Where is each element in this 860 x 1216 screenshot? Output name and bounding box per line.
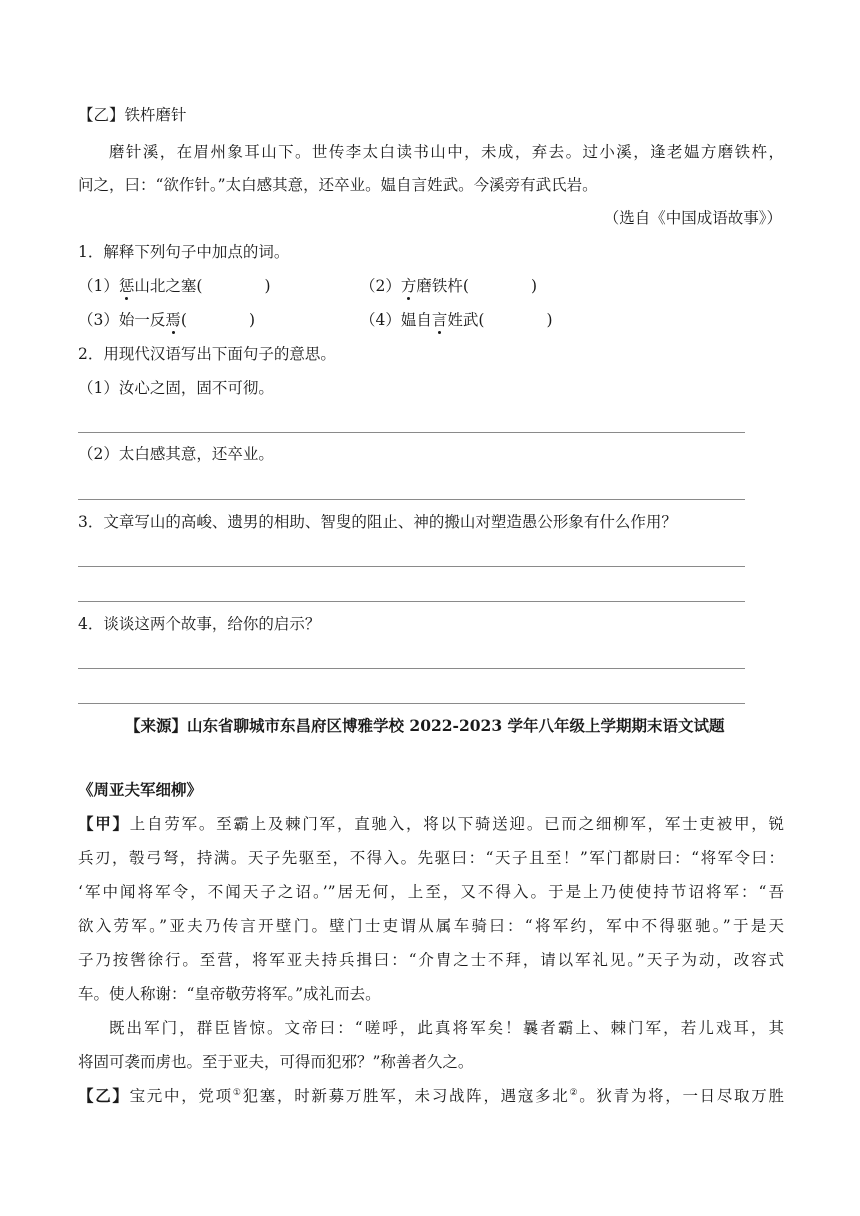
passage-line: 子乃按辔徐行。至营，将军亚夫持兵揖曰：“介胄之士不拜，请以军礼见。”天子为动，改容式: [78, 951, 784, 969]
source-line: [125, 714, 725, 736]
question-3: 3．文章写山的高峻、遗男的相助、智叟的阻止、神的搬山对塑造愚公形象有什么作用？: [78, 513, 677, 531]
passage-line: ‘军中闻将军令，不闻天子之诏。’”居无何，上至，又不得入。于是上乃使使持节诏将军：“吾: [78, 883, 784, 901]
passage-line: 兵刃，彀弓弩，持满。天子先驱至，不得入。先驱曰：“天子且至！”军门都尉曰：“将军令曰：: [78, 849, 784, 867]
yi-paragraph-line: 磨针溪，在眉州象耳山下。世传李太白读书山中，未成，弃去。过小溪，逢老媪方磨铁杵，: [109, 143, 784, 161]
question-2-sub-1: （1）汝心之固，固不可彻。: [78, 379, 274, 397]
passage-line: 将固可袭而虏也。至于亚夫，可得而犯邪？”称善者久之。: [78, 1053, 474, 1071]
answer-line[interactable]: [78, 499, 745, 500]
passage-line-yi: 【乙】宝元中，党项①犯塞，时新募万胜军，未习战阵，遇寇多北②。狄青为将，一日尽取万胜: [78, 1086, 784, 1105]
question-1-item-1: （1）惩山北之塞( ): [78, 274, 271, 296]
passage-line: 欲入劳军。”亚夫乃传言开壁门。壁门士吏谓从属车骑曰：“将军约，军中不得驱驰。”于是天: [78, 917, 784, 935]
source-text: 山东省聊城市东昌府区博雅学校 2022-2023 学年八年级上学期期末语文试题: [187, 716, 725, 735]
section-tag-yi: 【乙】: [78, 1086, 130, 1105]
passage-line: 车。使人称谢：“皇帝敬劳将军。”成礼而去。: [78, 985, 381, 1003]
answer-line[interactable]: [78, 703, 745, 704]
question-1-item-4: （4）媪自言姓武( ): [360, 308, 553, 330]
answer-line[interactable]: [78, 566, 745, 567]
question-1-item-3: （3）始一反焉( ): [78, 308, 255, 330]
question-2-prompt: 2．用现代汉语写出下面句子的意思。: [78, 345, 336, 363]
answer-line[interactable]: [78, 668, 745, 669]
question-2-sub-2: （2）太白感其意，还卒业。: [78, 445, 274, 463]
yi-source: （选自《中国成语故事》）: [603, 209, 782, 227]
question-1-item-2: （2）方磨铁杵( ): [360, 274, 537, 296]
section-tag-jia: 【甲】: [78, 814, 130, 833]
answer-line[interactable]: [78, 432, 745, 433]
source-tag: 【来源】: [125, 716, 188, 735]
question-1-prompt: 1．解释下列句子中加点的词。: [78, 243, 290, 261]
passage-line: 【甲】上自劳军。至霸上及棘门军，直驰入，将以下骑送迎。已而之细柳军，军士吏被甲，锐: [78, 814, 784, 833]
passage-line: 既出军门，群臣皆惊。文帝曰：“嗟呼，此真将军矣！曩者霸上、棘门军，若儿戏耳，其: [109, 1019, 784, 1037]
footnote-marker: ①: [232, 1087, 243, 1098]
question-4: 4．谈谈这两个故事，给你的启示？: [78, 615, 321, 633]
yi-heading: 【乙】铁杵磨针: [78, 106, 187, 124]
footnote-marker: ②: [569, 1087, 580, 1098]
answer-line[interactable]: [78, 601, 745, 602]
passage-title: 《周亚夫军细柳》: [78, 780, 203, 799]
yi-paragraph-line: 问之，曰：“欲作针。”太白感其意，还卒业。媪自言姓武。今溪旁有武氏岩。: [78, 176, 598, 194]
